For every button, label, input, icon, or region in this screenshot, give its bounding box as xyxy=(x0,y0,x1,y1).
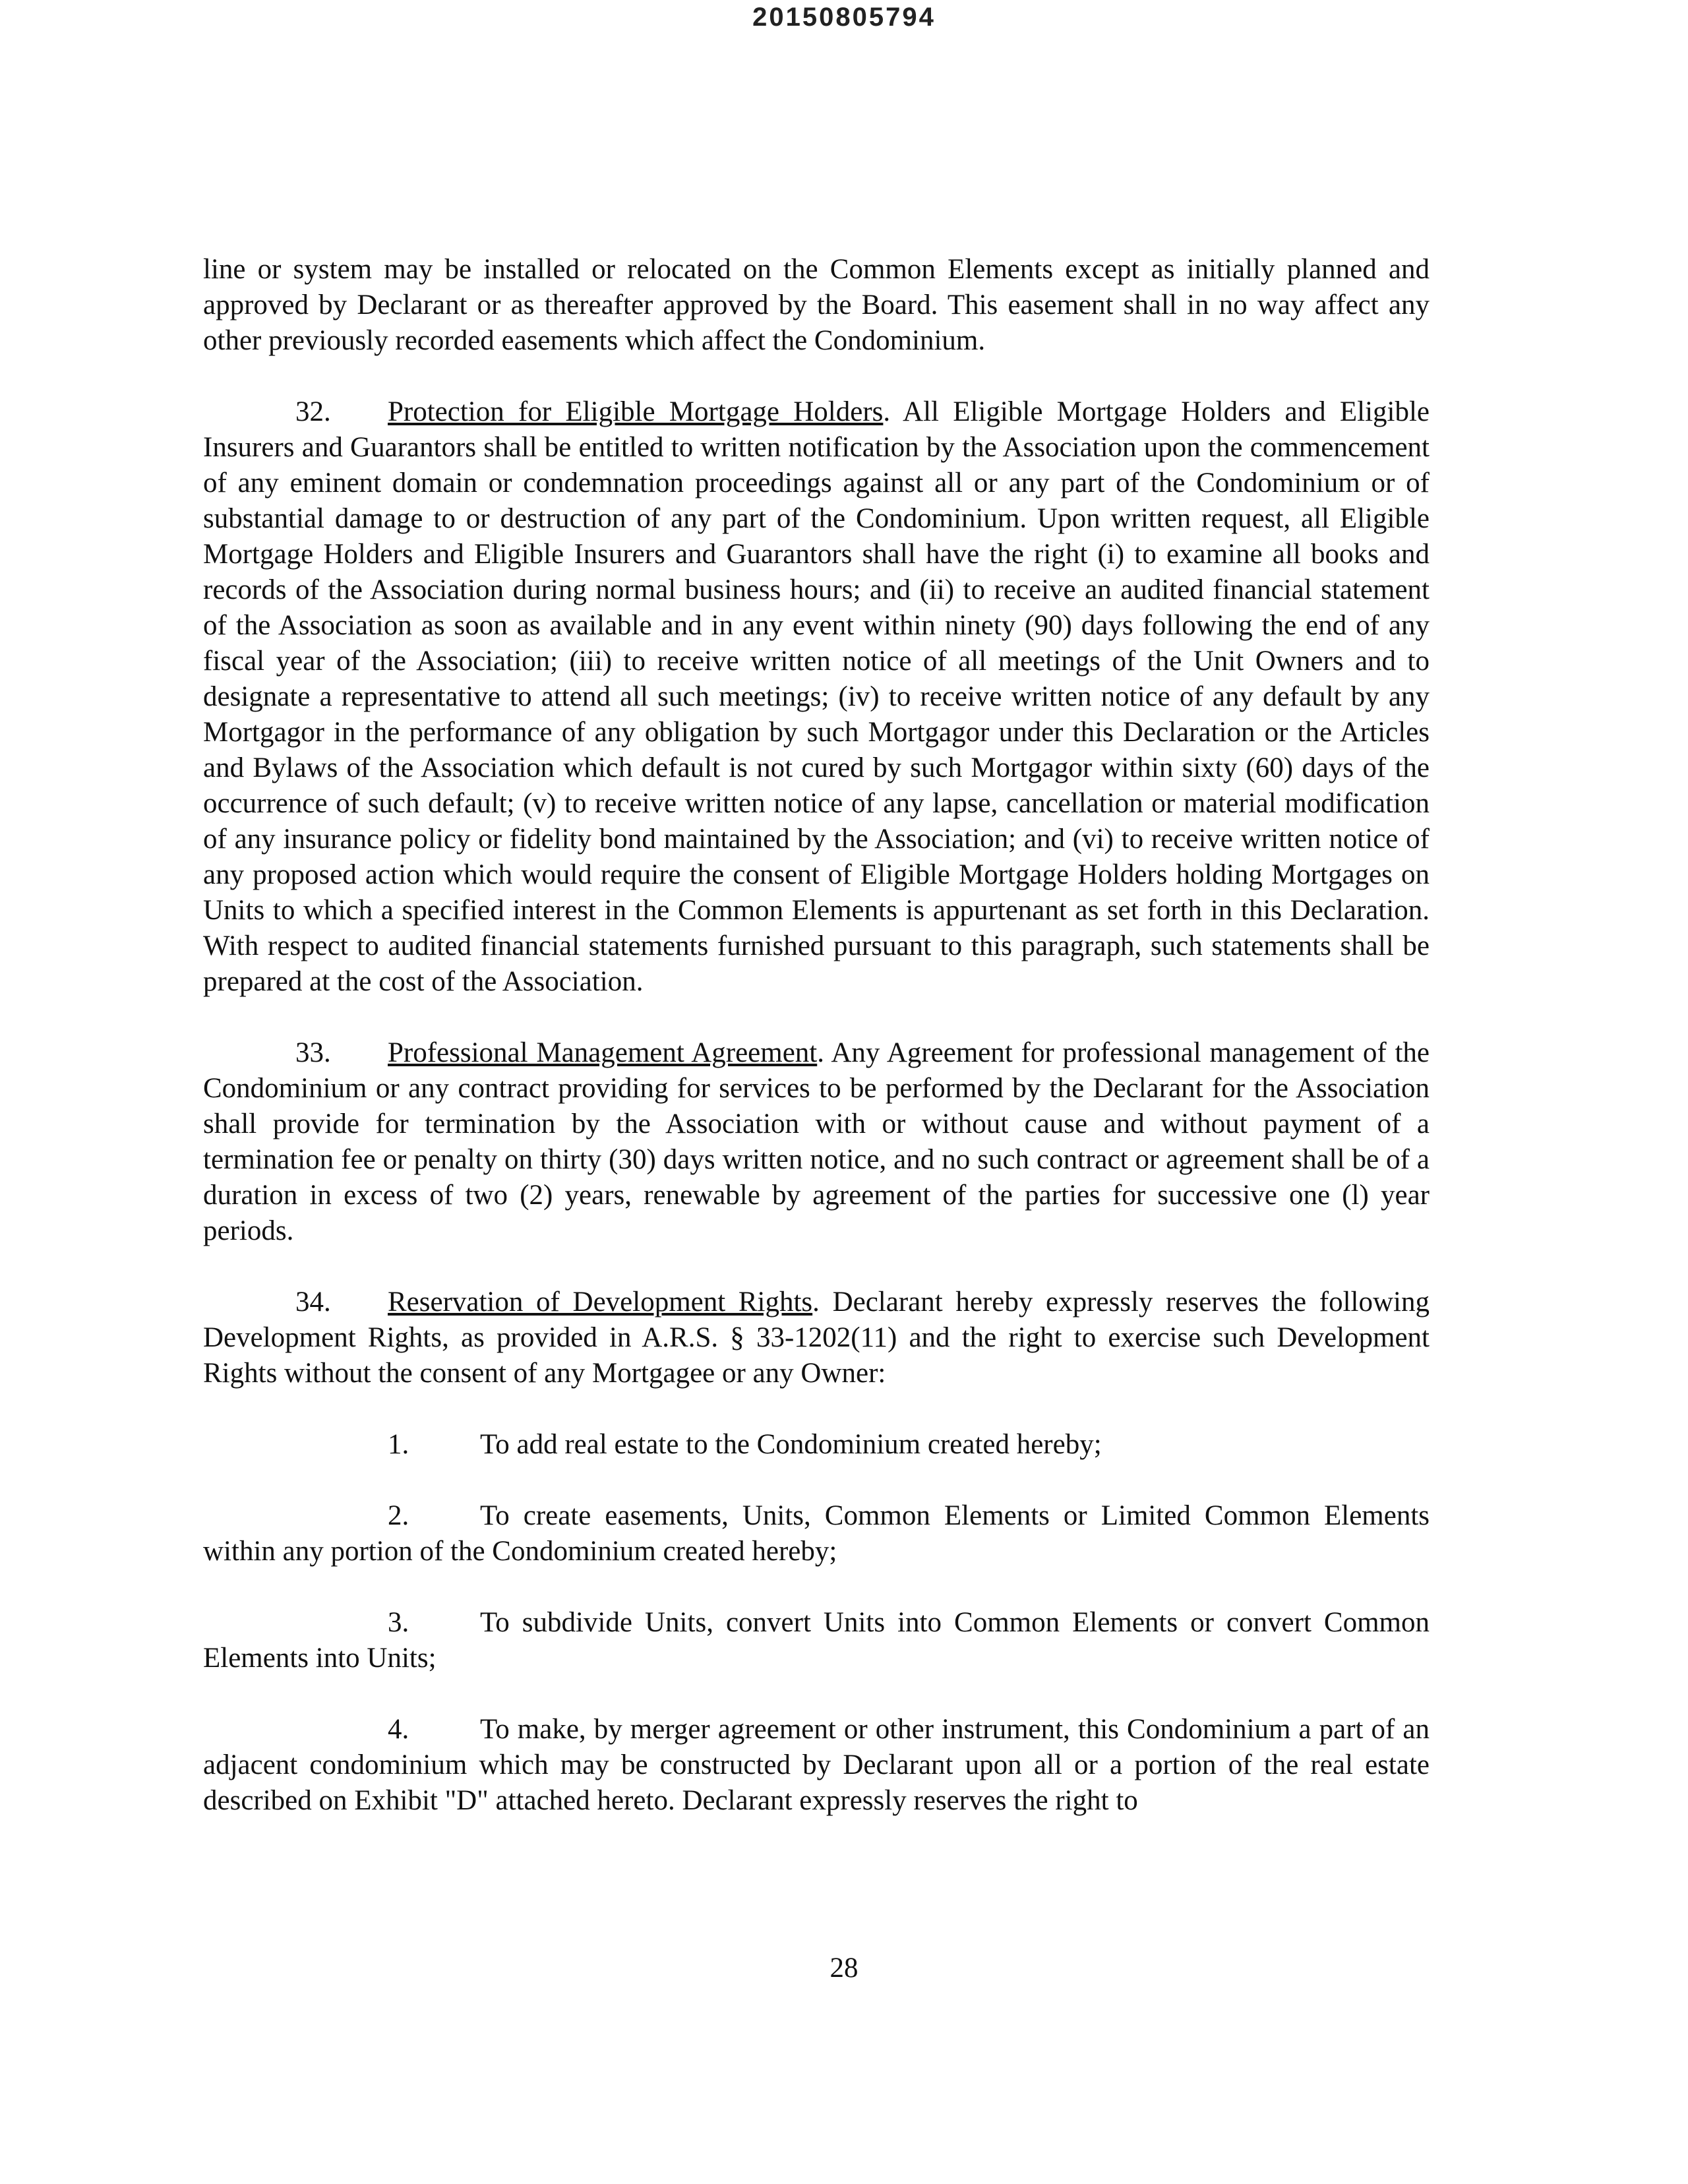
continuation-paragraph: line or system may be installed or relocated on the Common Elements except as initially planned and approved by Declarant or as thereafter approved by the Board. This easement shall in no way affect any other previously recorded easements which affect the Condominium. xyxy=(203,254,1430,356)
item-number: 3. xyxy=(388,1607,409,1638)
page-number: 28 xyxy=(829,1953,859,1984)
item-text: To create easements, Units, Common Elements or Limited Common Elements within any portion of the Condominium created hereby; xyxy=(203,1500,1430,1567)
section-33-paragraph xyxy=(203,1035,1430,1249)
list-item-2 xyxy=(203,1498,1430,1569)
item-text: To add real estate to the Condominium created hereby; xyxy=(480,1429,1102,1460)
section-number: 34. xyxy=(295,1287,331,1318)
item-text: To make, by merger agreement or other instrument, this Condominium a part of an adjacent condominium which may be constructed by Declarant upon all or a portion of the real estate described on Exhibit "D" attached hereto. Declarant expressly reserves the right to xyxy=(203,1714,1430,1816)
section-heading: Reservation of Development Rights xyxy=(388,1287,813,1318)
item-text: To subdivide Units, convert Units into Common Elements or convert Common Elements into Units; xyxy=(203,1607,1430,1674)
section-heading: Professional Management Agreement xyxy=(388,1037,818,1068)
list-item-3 xyxy=(203,1605,1430,1676)
page-body xyxy=(203,252,1430,1854)
section-text: . Any Agreement for professional management of the Condominium or any contract providing for services to be performed by the Declarant for the Association shall provide for termination by the Association with or without cause and without payment of a termination fee or penalty on thirty (30) days written notice, and no such contract or agreement shall be of a duration in excess of two (2) years, renewable by agreement of the parties for successive one (l) year periods. xyxy=(203,1037,1430,1246)
section-number: 33. xyxy=(295,1037,331,1068)
list-item-1 xyxy=(203,1427,1430,1463)
document-number: 20150805794 xyxy=(752,3,936,32)
item-number: 2. xyxy=(388,1500,409,1531)
section-34-paragraph xyxy=(203,1285,1430,1391)
section-text: . All Eligible Mortgage Holders and Eligible Insurers and Guarantors shall be entitled to written notification by the Association upon the commencement of any eminent domain or condemnation proceedings against all or any part of the Condominium or of substantial damage to or destruction of any part of the Condominium. Upon written request, all Eligible Mortgage Holders and Eligible Insurers and Guarantors shall have the right (i) to examine all books and records of the Association during normal business hours; and (ii) to receive an audited financial statement of the Association as soon as available and in any event within ninety (90) days following the end of any fiscal year of the Association; (iii) to receive written notice of all meetings of the Unit Owners and to designate a representative to attend all such meetings; (iv) to receive written notice of any default by any Mortgagor in the performance of any obligation by such Mortgagor under this Declaration or the Articles and Bylaws of the Association which default is not cured by such Mortgagor within sixty (60) days of the occurrence of such default; (v) to receive written notice of any lapse, cancellation or material modification of any insurance policy or fidelity bond maintained by the Association; and (vi) to receive written notice of any proposed action which would require the consent of Eligible Mortgage Holders holding Mortgages on Units to which a specified interest in the Common Elements is appurtenant as set forth in this Declaration. With respect to audited financial statements furnished pursuant to this paragraph, such statements shall be prepared at the cost of the Association. xyxy=(203,396,1430,997)
list-item-4 xyxy=(203,1712,1430,1819)
section-text: . Declarant hereby expressly reserves the following Development Rights, as provided in A.R.S. § 33-1202(11) and the right to exercise such Development Rights without the consent of any Mortgagee or any Owner: xyxy=(203,1287,1430,1389)
section-number: 32. xyxy=(295,396,331,427)
section-heading: Protection for Eligible Mortgage Holders xyxy=(388,396,884,427)
item-number: 1. xyxy=(388,1429,409,1460)
section-32-paragraph xyxy=(203,394,1430,1000)
item-number: 4. xyxy=(388,1714,409,1745)
